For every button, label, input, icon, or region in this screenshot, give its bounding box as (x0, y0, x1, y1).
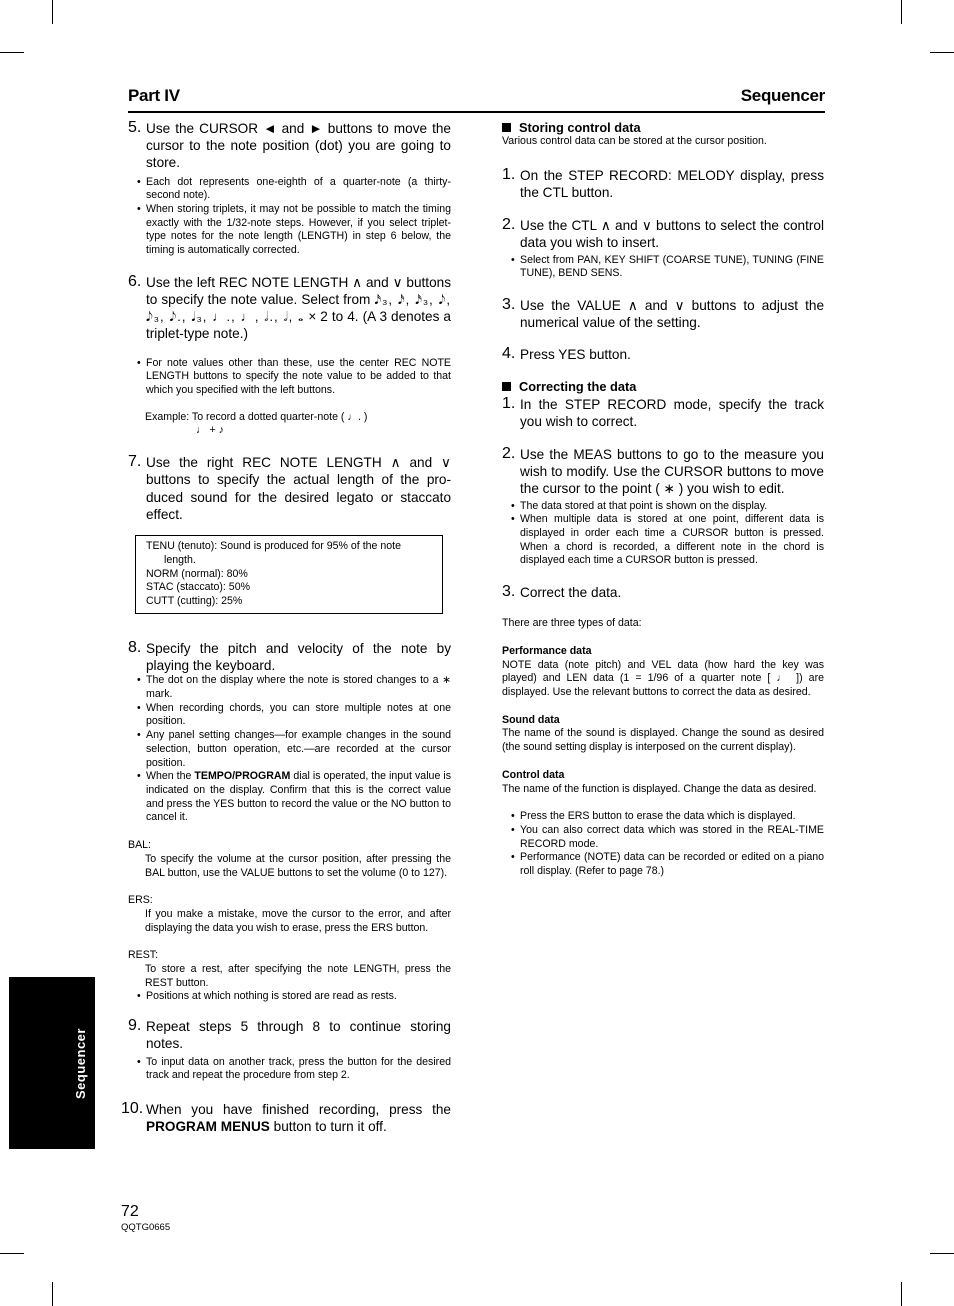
ers-label: ERS: (128, 894, 153, 907)
bullet-item: • The dot on the display where the note is stored changes to a ∗ mark. (128, 674, 451, 701)
crop-mark (0, 1253, 24, 1254)
crop-mark (930, 1253, 954, 1254)
crop-mark (930, 52, 954, 53)
part-heading: Part IV (128, 86, 180, 105)
square-bullet-icon (502, 382, 511, 391)
storing-intro: Various control data can be stored at the cursor position. (502, 135, 767, 147)
rest-label: REST: (128, 949, 159, 962)
example-notes: ♩ + ♪ (196, 424, 224, 437)
crop-mark (901, 1282, 902, 1306)
bullet-item: • Select from PAN, KEY SHIFT (COARSE TUNE), TUNING (FINE TUNE), BEND SENS. (502, 254, 824, 281)
bullet-item: • For note values other than these, use the center REC NOTE LENGTH buttons to specify the note value to be added to that which you specified with the left buttons. (128, 357, 451, 398)
control-data-heading: Control data (502, 768, 565, 781)
correct-step-2: 2. Use the MEAS buttons to go to the measure you wish to modify. Use the CURSOR buttons to move the cursor to the point ( ∗ ) you wish to edit. (502, 444, 824, 497)
bal-label: BAL: (128, 839, 151, 852)
bullet-item: • When recording chords, you can store multiple notes at one position. (128, 702, 451, 729)
bal-text: To specify the volume at the cursor position, after pressing the BAL button, use the VALUE buttons to set the volume (0 to 127). (145, 852, 451, 879)
header-rule (128, 111, 825, 113)
storing-heading: Storing control data (502, 120, 824, 135)
ers-text: If you make a mistake, move the cursor to the error, and after displaying the data you wish to erase, press the ERS button. (145, 907, 451, 934)
crop-mark (52, 1282, 53, 1306)
correct-step-1: 1. In the STEP RECORD mode, specify the track you wish to correct. (502, 394, 824, 429)
sound-data-text: The name of the sound is displayed. Change the sound as desired (the sound setting display is interposed on the current display). (502, 727, 824, 754)
document-code: QQTG0665 (121, 1222, 171, 1233)
store-step-1: 1. On the STEP RECORD: MELODY display, press the CTL button. (502, 165, 824, 200)
step-7: 7. Use the right REC NOTE LENGTH ∧ and ∨ buttons to specify the actual length of the pro-duced sound for the desired legato or staccato effect. (128, 453, 451, 522)
performance-data-heading: Performance data (502, 644, 592, 657)
bullet-item: • When storing triplets, it may not be possible to match the timing exactly with the 1/32-note steps. However, if you select triplet-type notes for the note length (LENGTH) in step 6 below, the timing is automatically corrected. (128, 203, 451, 258)
right-column (502, 120, 824, 879)
bullet-item: • When the TEMPO/PROGRAM dial is operated, the input value is indicated on the display. Confirm that this is the correct value and press the YES button to record the value or the NO button to cancel it. (128, 770, 451, 825)
store-step-4: 4. Press YES button. (502, 345, 631, 363)
page-number: 72 (121, 1203, 139, 1220)
sound-data-heading: Sound data (502, 713, 560, 726)
step-10: 10. When you have finished recording, press the PROGRAM MENUS button to turn it off. (121, 1099, 451, 1135)
crop-mark (0, 52, 24, 53)
step-5: 5. Use the CURSOR ◄ and ► buttons to move the cursor to the note position (dot) you are going to store. (128, 119, 451, 171)
bullet-item: • Positions at which nothing is stored are read as rests. (128, 990, 451, 1004)
crop-mark (901, 0, 902, 24)
rest-text: To store a rest, after specifying the note LENGTH, press the REST button. (145, 963, 451, 989)
bullet-item: • Press the ERS button to erase the data which is displayed. (502, 810, 824, 824)
bullet-item: • Performance (NOTE) data can be recorded or edited on a piano roll display. (Refer to page 78.) (502, 851, 824, 878)
bullet-item: • To input data on another track, press the button for the desired track and repeat the procedure from step 2. (128, 1056, 451, 1083)
data-types-intro: There are three types of data: (502, 617, 642, 630)
side-tab-label: Sequencer (73, 1028, 88, 1099)
step-6: 6. Use the left REC NOTE LENGTH ∧ and ∨ buttons to specify the note value. Select from 𝅘𝅥𝅯₃, 𝅘𝅥𝅯, 𝅘𝅥𝅯₃, 𝅘𝅥𝅮, 𝅘𝅥𝅮₃, 𝅘𝅥𝅮., 𝅘𝅥₃, ♩., ♩, 𝅗𝅥., 𝅗𝅥, 𝅝 × 2 to 4. (A 3 denotes a triplet-type note.) (128, 272, 452, 342)
note-symbols: 𝅘𝅥𝅯₃, 𝅘𝅥𝅯, 𝅘𝅥𝅯₃, 𝅘𝅥𝅮, 𝅘𝅥𝅮₃, 𝅘𝅥𝅮., 𝅘𝅥₃, ♩., ♩, 𝅗𝅥., 𝅗𝅥, 𝅝 (146, 292, 452, 325)
square-bullet-icon (502, 123, 511, 132)
length-info-box: TENU (tenuto): Sound is produced for 95% of the note length. NORM (normal): 80% STAC (staccato): 50% CUTT (cutting): 25% (135, 535, 443, 614)
bullet-item: • The data stored at that point is shown on the display. (502, 500, 824, 514)
store-step-2: 2. Use the CTL ∧ and ∨ buttons to select the control data you wish to insert. (502, 216, 824, 251)
correcting-heading: Correcting the data (502, 379, 824, 394)
crop-mark (52, 0, 53, 24)
left-column (121, 119, 452, 1135)
correct-step-3: 3. Correct the data. (502, 583, 622, 601)
section-heading: Sequencer (740, 86, 825, 105)
control-data-text: The name of the function is displayed. Change the data as desired. (502, 782, 817, 795)
performance-data-text: NOTE data (note pitch) and VEL data (how hard the key was played) and LEN data (1 = 1/96 of a quarter note [ ♩ ]) are displayed. Use the relevant buttons to correct the data as desired. (502, 658, 824, 699)
step-9: 9. Repeat steps 5 through 8 to continue storing notes. (128, 1017, 451, 1052)
bullet-item: • You can also correct data which was stored in the REAL-TIME RECORD mode. (502, 824, 824, 851)
bullet-item: • When multiple data is stored at one point, different data is displayed in order each time a CURSOR button is pressed. When a chord is recorded, a different note in the chord is displayed each time a CURSOR button is pressed. (502, 513, 824, 568)
bullet-item: • Any panel setting changes—for example changes in the sound selection, button operation, etc.—are recorded at the cursor position. (128, 729, 451, 770)
step-8: 8. Specify the pitch and velocity of the note by playing the keyboard. (128, 638, 451, 674)
example-line: Example: To record a dotted quarter-note ( ♩. ) (145, 410, 368, 423)
bullet-item: • Each dot represents one-eighth of a quarter-note (a thirty-second note). (128, 176, 451, 203)
store-step-3: 3. Use the VALUE ∧ and ∨ buttons to adjust the numerical value of the setting. (502, 295, 824, 331)
